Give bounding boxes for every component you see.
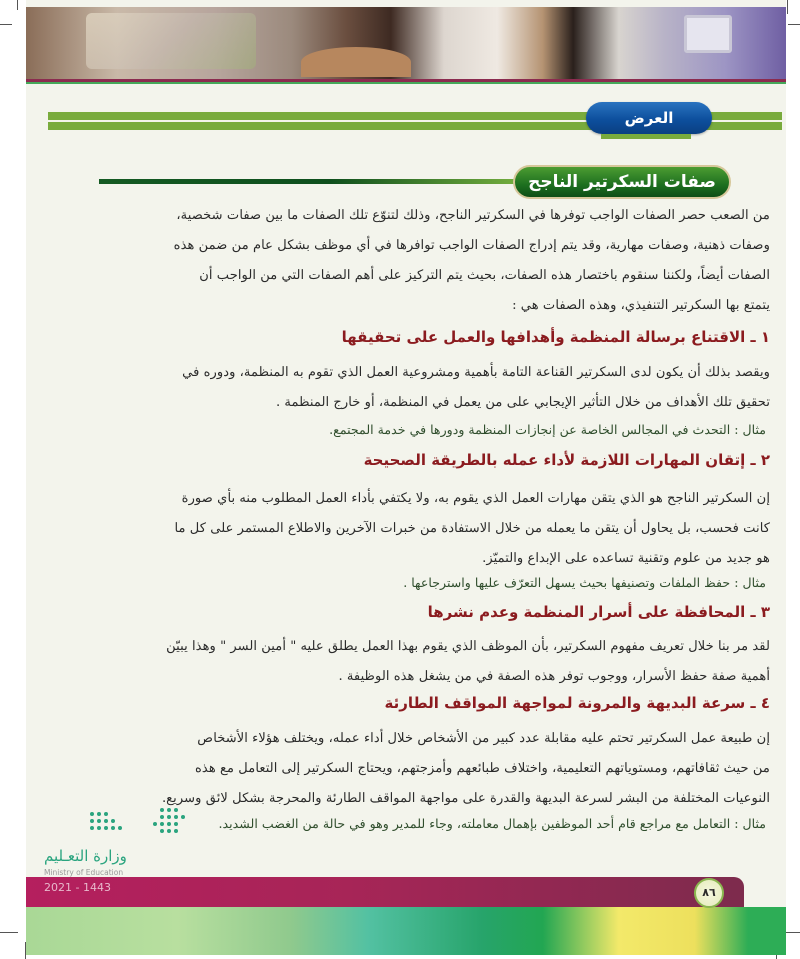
- section-heading: ٤ ـ سرعة البديهة والمرونة لمواجهة المواقف الطارئة: [384, 694, 770, 712]
- edition-year: 2021 - 1443: [44, 881, 111, 894]
- text-line: إن السكرتير الناجح هو الذي يتقن مهارات العمل الذي يقوم به، ولا يكتفي بأداء العمل المطلوب منه بأي صورة: [181, 491, 770, 506]
- section-heading: ١ ـ الاقتناع برسالة المنظمة وأهدافها والعمل على تحقيقها: [341, 328, 770, 346]
- text-line: الصفات أيضاً، ولكننا سنقوم باختصار هذه الصفات، بحيث يتم التركيز على أهم الصفات التي من الواجب أن: [199, 268, 770, 283]
- text-line: إن طبيعة عمل السكرتير تحتم عليه مقابلة عدد كبير من الأشخاص خلال أداء عمله، ويختلف هؤلاء الأشخاص: [197, 731, 770, 746]
- ministry-logo-dots: [88, 808, 190, 838]
- section-heading: ٣ ـ المحافظة على أسرار المنظمة وعدم نشرها: [427, 603, 770, 621]
- text-line: يتمتع بها السكرتير التنفيذي، وهذه الصفات هي :: [512, 298, 770, 313]
- section-label: العرض: [586, 102, 712, 134]
- section-heading: ٢ ـ إتقان المهارات اللازمة لأداء عمله بالطريقة الصحيحة: [363, 451, 770, 469]
- intro-paragraph: [92, 201, 770, 321]
- keyboard-photo: [86, 13, 256, 69]
- section-paragraph: [92, 358, 770, 418]
- ministry-name-english: Ministry of Education: [44, 868, 124, 877]
- footer-decoration: [26, 907, 786, 955]
- crop-mark: [17, 0, 18, 10]
- title-rule: [99, 179, 519, 184]
- text-line: من الصعب حصر الصفات الواجب توفرها في السكرتير الناجح، وذلك لتنوّع تلك الصفات ما بين صفات شخصية،: [176, 208, 770, 223]
- text-line: كانت فحسب، بل يحاول أن يتقن ما يعمله من خلال الاستفادة من خبرات الآخرين والاطلاع المستمر على كل ما: [174, 521, 770, 536]
- text-line: تحقيق تلك الأهداف من خلال التأثير الإيجابي على من يعمل في المنظمة، أو خارج المنظمة .: [275, 395, 770, 410]
- section-paragraph: [92, 484, 770, 574]
- section-example: مثال : التحدث في المجالس الخاصة عن إنجازات المنظمة ودورها في خدمة المجتمع.: [329, 422, 766, 437]
- text-line: النوعيات المختلفة من البشر لسرعة البديهة والقدرة على مواجهة المواقف الطارئة والمحرجة بشكل لائق وسريع.: [161, 791, 770, 806]
- section-example: مثال : حفظ الملفات وتصنيفها بحيث يسهل التعرّف عليها واسترجاعها .: [403, 575, 766, 590]
- text-line: هو جديد من علوم وتقنية تساعده على الإبداع والتميّز.: [482, 551, 770, 566]
- textbook-page: [26, 0, 786, 955]
- crop-mark: [0, 932, 18, 933]
- header-photo-banner: [26, 7, 786, 79]
- crop-mark: [788, 24, 800, 25]
- meeting-table-photo: [301, 47, 411, 77]
- crop-mark: [0, 24, 12, 25]
- banner-stripe: [26, 82, 786, 84]
- section-example: مثال : التعامل مع مراجع قام أحد الموظفين بإهمال معاملته، وجاء للمدير وهو في حالة من الغضب الشديد.: [218, 816, 766, 831]
- text-line: ويقصد بذلك أن يكون لدى السكرتير القناعة التامة بأهمية ومشروعية العمل الذي تقوم به المنظمة، ودوره في: [182, 365, 770, 380]
- section-paragraph: [92, 632, 770, 692]
- computer-monitor-photo: [684, 15, 732, 53]
- text-line: لقد مر بنا خلال تعريف مفهوم السكرتير، بأن الموظف الذي يقوم بهذا العمل يطلق عليه " أمين السر " وهذا يبيّن: [166, 639, 770, 654]
- text-line: من حيث ثقافاتهم، ومستوياتهم التعليمية، واختلاف طبائعهم وأمزجتهم، ويحتاج السكرتير إلى التعامل مع هذه: [195, 761, 770, 776]
- page-title: صفات السكرتير الناجح: [513, 165, 731, 199]
- section-label-underline: [601, 134, 691, 139]
- ministry-name-arabic: وزارة التعـليم: [44, 847, 127, 865]
- crop-mark: [787, 0, 788, 14]
- footer-band: [26, 877, 744, 907]
- section-paragraph: [92, 724, 770, 814]
- text-line: وصفات ذهنية، وصفات مهارية، وقد يتم إدراج الصفات الواجب توافرها في أي موظف بشكل عام من ضمن هذه: [173, 238, 770, 253]
- page-number: ٨٦: [694, 878, 724, 908]
- text-line: أهمية صفة حفظ الأسرار، ووجوب توفر هذه الصفة في من يشغل هذه الوظيفة .: [338, 669, 770, 684]
